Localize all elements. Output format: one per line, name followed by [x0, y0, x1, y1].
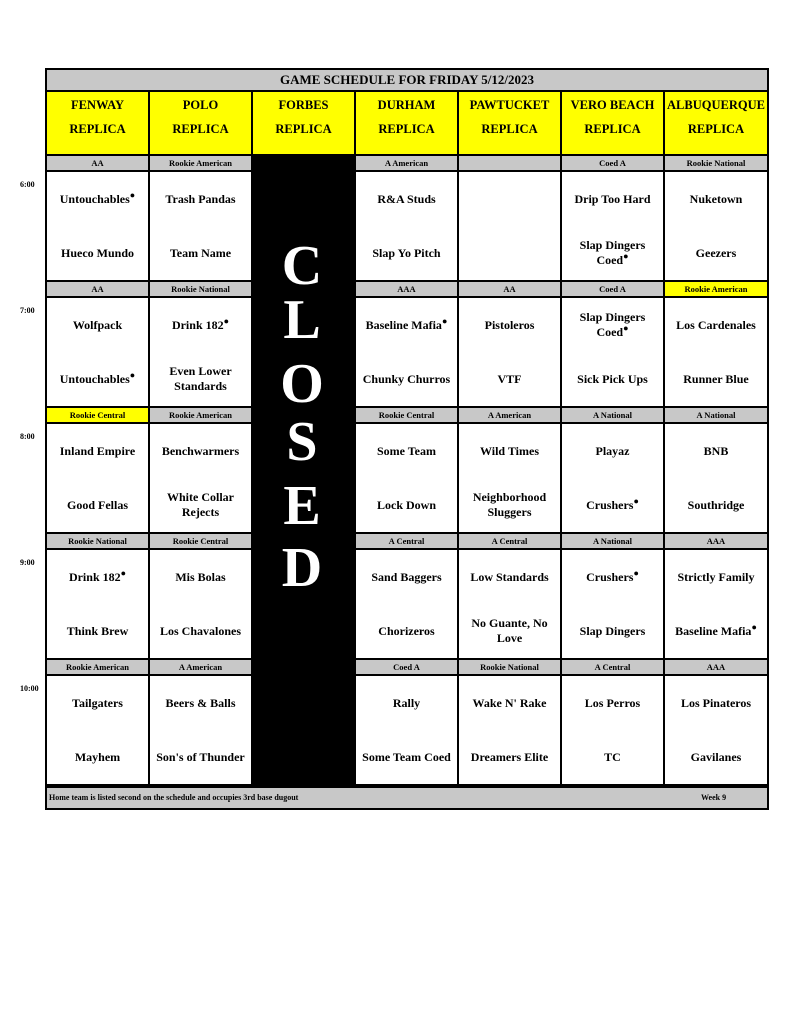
division-text: A National — [696, 410, 736, 420]
venue-name: VERO BEACH — [570, 98, 655, 112]
team-name: Runner Blue — [683, 371, 749, 386]
away-team — [586, 567, 639, 585]
division-text: A American — [487, 410, 532, 420]
division-label — [47, 660, 148, 674]
team-cell — [562, 298, 663, 352]
team-cell — [150, 298, 251, 352]
division-text: Rookie Central — [378, 410, 435, 420]
division-label — [459, 282, 560, 296]
team-cell — [150, 550, 251, 604]
division-label — [47, 156, 148, 170]
home-team — [67, 498, 128, 513]
team-cell — [562, 550, 663, 604]
team-cell — [47, 730, 148, 784]
division-text: Coed A — [599, 158, 626, 168]
team-cell — [356, 352, 457, 406]
division-text: Rookie American — [168, 410, 233, 420]
away-team — [371, 570, 441, 585]
venue-header — [253, 92, 354, 154]
division-text: A Central — [491, 536, 528, 546]
team-name: Beers & Balls — [165, 695, 236, 710]
home-team — [362, 750, 451, 765]
venue-sub: REPLICA — [378, 122, 435, 136]
team-name: Playaz — [595, 443, 630, 458]
closed-letter: L — [283, 289, 321, 351]
team-cell — [562, 676, 663, 730]
home-team — [61, 246, 134, 261]
home-team — [363, 372, 450, 387]
home-team — [170, 246, 231, 261]
division-text: Coed A — [393, 662, 420, 672]
team-name: VTF — [497, 371, 522, 386]
team-name: Baseline Mafia — [365, 317, 442, 332]
home-team — [461, 616, 558, 646]
team-cell — [459, 676, 560, 730]
away-team — [470, 570, 548, 585]
marker-dot-icon: ● — [633, 495, 639, 506]
team-name: Drip Too Hard — [574, 191, 651, 206]
team-name: Lock Down — [376, 497, 436, 512]
team-cell — [356, 172, 457, 226]
team-cell — [47, 478, 148, 532]
team-cell — [150, 352, 251, 406]
team-name: Wake N' Rake — [472, 695, 547, 710]
team-cell — [459, 298, 560, 352]
team-cell — [665, 172, 767, 226]
venue-header — [459, 92, 560, 154]
away-team — [681, 696, 751, 711]
away-team — [365, 315, 448, 333]
team-name: Think Brew — [66, 623, 129, 638]
team-name: R&A Studs — [377, 191, 436, 206]
closed-letter: O — [280, 353, 324, 415]
footer-bar — [47, 788, 767, 808]
team-name: Southridge — [687, 497, 745, 512]
venue-sub: REPLICA — [69, 122, 126, 136]
team-cell — [47, 226, 148, 280]
home-team — [372, 246, 440, 261]
venue-sub: REPLICA — [584, 122, 641, 136]
marker-dot-icon: ● — [623, 323, 629, 333]
away-team — [472, 696, 546, 711]
away-team — [564, 310, 661, 340]
time-label: 10:00 — [20, 684, 39, 693]
team-cell — [47, 352, 148, 406]
venue-header — [356, 92, 457, 154]
home-team — [160, 624, 241, 639]
division-text: Rookie National — [171, 284, 230, 294]
team-name: Gavilanes — [690, 749, 742, 764]
away-team — [377, 192, 435, 207]
team-cell — [562, 730, 663, 784]
division-label — [47, 282, 148, 296]
footer-note: Home team is listed second on the schedule and occupies 3rd base dugout — [49, 793, 299, 802]
division-label — [562, 408, 663, 422]
team-name: Neighborhood Sluggers — [472, 490, 547, 519]
team-cell — [562, 424, 663, 478]
away-team — [676, 318, 756, 333]
venue-name: ALBUQUERQUE — [667, 98, 765, 112]
team-cell — [665, 604, 767, 658]
team-cell — [150, 676, 251, 730]
division-label — [47, 408, 148, 422]
division-label — [665, 660, 767, 674]
team-cell — [356, 604, 457, 658]
team-cell — [47, 172, 148, 226]
team-cell — [562, 172, 663, 226]
away-team — [596, 444, 630, 459]
away-team — [393, 696, 420, 711]
marker-dot-icon: ● — [441, 315, 448, 326]
away-team — [485, 318, 535, 333]
team-cell — [665, 424, 767, 478]
team-cell — [459, 352, 560, 406]
team-name: Some Team Coed — [362, 749, 451, 764]
team-cell — [459, 424, 560, 478]
closed-letter: C — [281, 235, 323, 297]
team-name: Benchwarmers — [161, 443, 240, 458]
team-name: Wild Times — [479, 443, 540, 458]
team-name: Mayhem — [74, 749, 121, 764]
away-team — [72, 696, 123, 711]
team-cell — [562, 478, 663, 532]
home-team — [577, 372, 648, 387]
week-label: Week 9 — [701, 793, 727, 802]
time-label: 9:00 — [20, 558, 35, 567]
away-team — [68, 567, 127, 585]
venue-name: PAWTUCKET — [469, 98, 550, 112]
team-name: Strictly Family — [677, 569, 755, 584]
home-team — [683, 372, 748, 387]
division-label — [356, 156, 457, 170]
home-team — [152, 364, 249, 394]
away-team — [585, 696, 640, 711]
division-label — [665, 156, 767, 170]
home-team — [67, 624, 128, 639]
team-name: Crushers — [586, 497, 634, 512]
team-name: Slap Dingers — [579, 623, 646, 638]
venue-name: DURHAM — [377, 98, 436, 112]
division-text: AA — [91, 158, 104, 168]
team-cell — [47, 550, 148, 604]
marker-dot-icon: ● — [223, 315, 230, 326]
team-name: Geezers — [695, 245, 737, 260]
home-team — [461, 490, 558, 520]
division-label — [665, 534, 767, 548]
team-name: Slap Yo Pitch — [372, 245, 441, 260]
team-cell — [47, 604, 148, 658]
division-text: Rookie American — [684, 284, 748, 294]
team-name: Low Standards — [470, 569, 549, 584]
division-label — [665, 408, 767, 422]
team-cell — [150, 730, 251, 784]
team-cell — [665, 730, 767, 784]
team-cell — [150, 478, 251, 532]
division-text: AA — [503, 284, 516, 294]
division-label — [150, 282, 251, 296]
team-cell — [356, 478, 457, 532]
home-team — [471, 750, 548, 765]
team-cell — [562, 226, 663, 280]
division-text: A Central — [594, 662, 631, 672]
venue-sub: REPLICA — [481, 122, 538, 136]
division-text: A American — [384, 158, 429, 168]
division-text: A National — [593, 536, 632, 546]
team-name: Los Chavalones — [159, 623, 242, 638]
division-text: Rookie Central — [69, 410, 126, 420]
home-team — [586, 495, 639, 513]
team-name: Untouchables — [59, 191, 130, 206]
venue-sub: REPLICA — [687, 122, 745, 136]
venue-name: POLO — [182, 98, 219, 112]
team-cell — [459, 550, 560, 604]
marker-dot-icon: ● — [129, 369, 136, 380]
venue-sub: REPLICA — [172, 122, 229, 136]
team-cell — [459, 730, 560, 784]
closed-letter: S — [286, 411, 318, 473]
team-name: Tailgaters — [72, 695, 123, 710]
team-cell — [356, 676, 457, 730]
team-name: Drink 182 — [171, 317, 224, 332]
division-label — [562, 282, 663, 296]
home-team — [604, 750, 621, 765]
team-cell — [150, 226, 251, 280]
home-team — [580, 624, 646, 639]
division-label — [356, 282, 457, 296]
division-text: Rookie American — [65, 662, 130, 672]
division-text: Rookie National — [480, 662, 539, 672]
division-text: Rookie American — [168, 158, 233, 168]
team-name: Mis Bolas — [175, 569, 226, 584]
division-text: A National — [593, 410, 632, 420]
marker-dot-icon: ● — [129, 189, 136, 200]
team-cell — [150, 604, 251, 658]
division-text: Coed A — [599, 284, 626, 294]
team-cell — [665, 676, 767, 730]
division-text: Rookie National — [686, 158, 746, 168]
division-text: A American — [178, 662, 223, 672]
division-label — [150, 534, 251, 548]
division-text: AAA — [397, 284, 416, 294]
closed-letter: D — [281, 537, 323, 599]
team-name: Some Team — [376, 443, 436, 458]
division-label — [562, 660, 663, 674]
team-name: Sand Baggers — [371, 569, 442, 584]
home-team — [564, 238, 661, 268]
forbes-closed-block — [253, 156, 351, 786]
division-text: A Central — [388, 536, 425, 546]
away-team — [377, 444, 436, 459]
team-cell — [665, 298, 767, 352]
team-cell — [665, 478, 767, 532]
schedule-table — [45, 68, 769, 810]
marker-dot-icon: ● — [633, 567, 639, 578]
venue-name: FORBES — [278, 98, 329, 112]
marker-dot-icon: ● — [751, 621, 757, 632]
home-team — [675, 621, 757, 639]
time-label: 7:00 — [20, 306, 35, 315]
away-team — [165, 192, 235, 207]
away-team — [175, 570, 225, 585]
division-label — [356, 408, 457, 422]
division-label — [562, 534, 663, 548]
division-label — [459, 156, 560, 170]
home-team — [59, 369, 136, 387]
team-name: Son's of Thunder — [156, 749, 245, 764]
away-team — [60, 444, 135, 459]
away-team — [704, 444, 729, 459]
venue-header — [562, 92, 663, 154]
team-name: Hueco Mundo — [60, 245, 134, 260]
team-name: Los Cardenales — [676, 317, 756, 332]
team-name: Chorizeros — [378, 623, 435, 638]
division-label — [150, 408, 251, 422]
team-name: Slap Dingers Coed — [579, 310, 646, 339]
venue-header — [150, 92, 251, 154]
home-team — [75, 750, 120, 765]
away-team — [690, 192, 743, 207]
away-team — [59, 189, 136, 207]
division-label — [150, 156, 251, 170]
team-cell — [665, 352, 767, 406]
division-label — [356, 534, 457, 548]
team-name: BNB — [703, 443, 729, 458]
home-team — [688, 498, 745, 513]
team-name: No Guante, No Love — [471, 616, 548, 645]
time-label: 6:00 — [20, 180, 35, 189]
away-team — [171, 315, 230, 333]
division-label — [459, 534, 560, 548]
home-team — [498, 372, 522, 387]
team-name: Inland Empire — [59, 443, 136, 458]
home-team — [156, 750, 244, 765]
team-name: Chunky Churros — [362, 371, 451, 386]
home-team — [377, 498, 436, 513]
team-name: Los Pinateros — [680, 695, 752, 710]
home-team — [696, 246, 737, 261]
team-name: Trash Pandas — [165, 191, 236, 206]
marker-dot-icon: ● — [120, 567, 127, 578]
division-label — [150, 660, 251, 674]
division-label — [459, 408, 560, 422]
division-text: Rookie National — [68, 536, 127, 546]
team-name: Crushers — [586, 569, 634, 584]
team-cell — [47, 298, 148, 352]
away-team — [162, 444, 239, 459]
division-label — [459, 660, 560, 674]
team-name: Pistoleros — [484, 317, 535, 332]
team-name: Los Perros — [584, 695, 641, 710]
team-cell — [356, 298, 457, 352]
schedule-title: GAME SCHEDULE FOR FRIDAY 5/12/2023 — [47, 70, 767, 90]
away-team — [574, 192, 650, 207]
team-cell — [562, 604, 663, 658]
team-name: TC — [604, 749, 621, 764]
team-cell — [665, 226, 767, 280]
team-cell — [459, 172, 560, 226]
division-label — [47, 534, 148, 548]
team-cell — [459, 604, 560, 658]
division-text: AA — [91, 284, 104, 294]
away-team — [678, 570, 755, 585]
division-text: AAA — [706, 536, 726, 546]
closed-letter: E — [283, 475, 321, 537]
team-name: Team Name — [169, 245, 232, 260]
team-name: Wolfpack — [72, 317, 123, 332]
team-cell — [47, 676, 148, 730]
venue-name: FENWAY — [70, 98, 125, 112]
team-cell — [356, 226, 457, 280]
team-name: Slap Dingers Coed — [579, 238, 646, 267]
division-label — [562, 156, 663, 170]
team-cell — [356, 424, 457, 478]
venue-header — [47, 92, 148, 154]
team-name: Drink 182 — [68, 569, 121, 584]
time-label: 8:00 — [20, 432, 35, 441]
team-cell — [47, 424, 148, 478]
division-text: AAA — [706, 662, 726, 672]
venue-sub: REPLICA — [275, 122, 332, 136]
home-team — [378, 624, 434, 639]
away-team — [166, 696, 236, 711]
away-team — [480, 444, 539, 459]
division-label — [356, 660, 457, 674]
team-name: White Collar Rejects — [167, 490, 234, 519]
team-cell — [459, 226, 560, 280]
division-text: Rookie Central — [172, 536, 229, 546]
marker-dot-icon: ● — [623, 251, 629, 261]
team-cell — [562, 352, 663, 406]
team-name: Rally — [392, 695, 421, 710]
division-label — [665, 282, 767, 296]
venue-header — [665, 92, 767, 154]
team-cell — [459, 478, 560, 532]
team-cell — [150, 424, 251, 478]
team-name: Untouchables — [59, 371, 130, 386]
team-name: Good Fellas — [66, 497, 128, 512]
team-cell — [356, 550, 457, 604]
team-name: Dreamers Elite — [470, 749, 549, 764]
away-team — [73, 318, 122, 333]
team-cell — [665, 550, 767, 604]
team-name: Baseline Mafia — [675, 623, 752, 638]
team-name: Nuketown — [689, 191, 743, 206]
team-name: Even Lower Standards — [169, 364, 232, 393]
team-cell — [150, 172, 251, 226]
home-team — [152, 490, 249, 520]
home-team — [691, 750, 742, 765]
team-cell — [356, 730, 457, 784]
team-name: Sick Pick Ups — [577, 371, 648, 386]
